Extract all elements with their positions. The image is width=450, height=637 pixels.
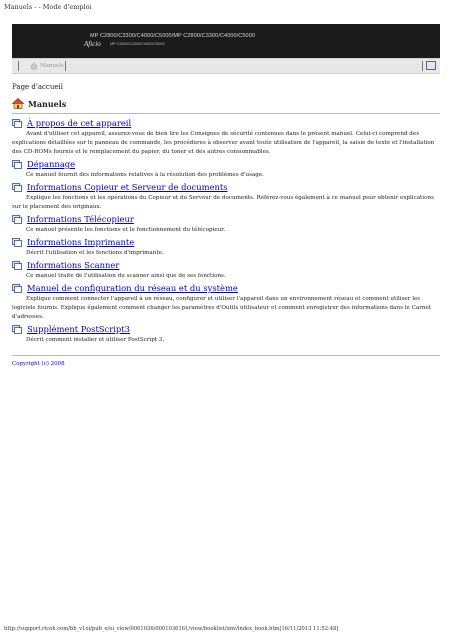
- manual-description: Ce manuel traite de l'utilisation du scanner ainsi que de ses fonctions.: [26, 273, 226, 279]
- list-item: [12, 118, 440, 157]
- manual-link[interactable]: Manuel de configuration du réseau et du système: [27, 283, 238, 293]
- book-icon: [12, 183, 22, 192]
- home-icon[interactable]: [30, 62, 38, 70]
- divider: [12, 113, 440, 114]
- manual-description: Explique les fonctions et les opérations du Copieur et du Serveur de documents. Référez-vous également à ce manuel pour obtenir explications sur le placement des originaux.: [12, 195, 434, 210]
- book-icon: [12, 215, 22, 224]
- nav-separator: [65, 61, 66, 71]
- window-title: Manuels - - Mode d'emploi: [4, 3, 92, 11]
- section-title: Manuels: [28, 99, 67, 109]
- page-url: http://support.ricoh.com/bb_v1oi/pub_e/oi_view/0001036/0001036161/view/booklist/unv/index_book.htm[16/11/2013 11:52:48]: [4, 626, 339, 632]
- list-item: [12, 182, 440, 212]
- print-icon[interactable]: [426, 61, 436, 70]
- list-item: [12, 324, 440, 345]
- manual-description: Décrit l'utilisation et les fonctions d'imprimante.: [26, 250, 164, 256]
- nav-bar: [12, 58, 440, 74]
- nav-manuals-link[interactable]: Manuels: [40, 62, 64, 69]
- manual-link[interactable]: Supplément PostScript3: [27, 324, 130, 334]
- product-banner: [12, 24, 440, 58]
- list-item: [12, 214, 440, 235]
- manual-description: Avant d'utiliser cet appareil, assurez-vous de bien lire les Consignes de sécurité contenues dans le présent manuel. Celui-ci comprend des explications détaillées sur le panneau de commande, les procédures à observer avant toute utilisation de l'appareil, la saisie de texte et l'installation des CD-ROMs fournis et le remplacement du papier, du toner et des autres consommables.: [12, 131, 435, 155]
- manual-description: Ce manuel présente les fonctions et le fonctionnement du télécopieur.: [26, 227, 226, 233]
- manual-link[interactable]: Dépannage: [27, 159, 76, 169]
- divider: [12, 355, 440, 356]
- book-icon: [12, 238, 22, 247]
- book-icon: [12, 160, 22, 169]
- nav-separator: [422, 61, 423, 71]
- banner-brand: Aficio: [84, 40, 101, 48]
- copyright-link[interactable]: Copyright (c) 2008: [12, 361, 65, 367]
- manual-link[interactable]: Informations Télécopieur: [27, 214, 134, 224]
- manual-description: Décrit comment installer et utiliser PostScript 3.: [26, 337, 165, 343]
- book-icon: [12, 284, 22, 293]
- list-item: [12, 283, 440, 322]
- manual-link[interactable]: Informations Imprimante: [27, 237, 135, 247]
- list-item: [12, 260, 440, 281]
- manual-description: Explique comment connecter l'appareil à un réseau, configurer et utiliser l'appareil dans un environnement réseau et comment utiliser les logiciels fournis. Explique également comment changer les paramètres d'Outils utilisateur et comment enregistrer des informations dans le Carnet d'adresses.: [12, 296, 432, 320]
- breadcrumb: Page d'accueil: [12, 83, 63, 91]
- book-icon: [12, 119, 22, 128]
- manual-link[interactable]: À propos de cet appareil: [27, 118, 132, 128]
- manual-link[interactable]: Informations Copieur et Serveur de documents: [27, 182, 228, 192]
- book-icon: [12, 325, 22, 334]
- manuals-list: [12, 118, 440, 347]
- book-icon: [12, 261, 22, 270]
- list-item: [12, 237, 440, 258]
- banner-models: MP C2800/C3300/C4000/C5000/MP C2800/C3300/C4000/C5000: [90, 33, 256, 39]
- nav-separator: [18, 61, 19, 71]
- manual-link[interactable]: Informations Scanner: [27, 260, 120, 270]
- home-icon: [12, 98, 24, 109]
- banner-models-sub: MP C2800/C3300/C4000/C5000: [110, 42, 165, 46]
- list-item: [12, 159, 440, 180]
- manual-description: Ce manuel fournit des informations relatives à la résolution des problèmes d'usage.: [26, 172, 264, 178]
